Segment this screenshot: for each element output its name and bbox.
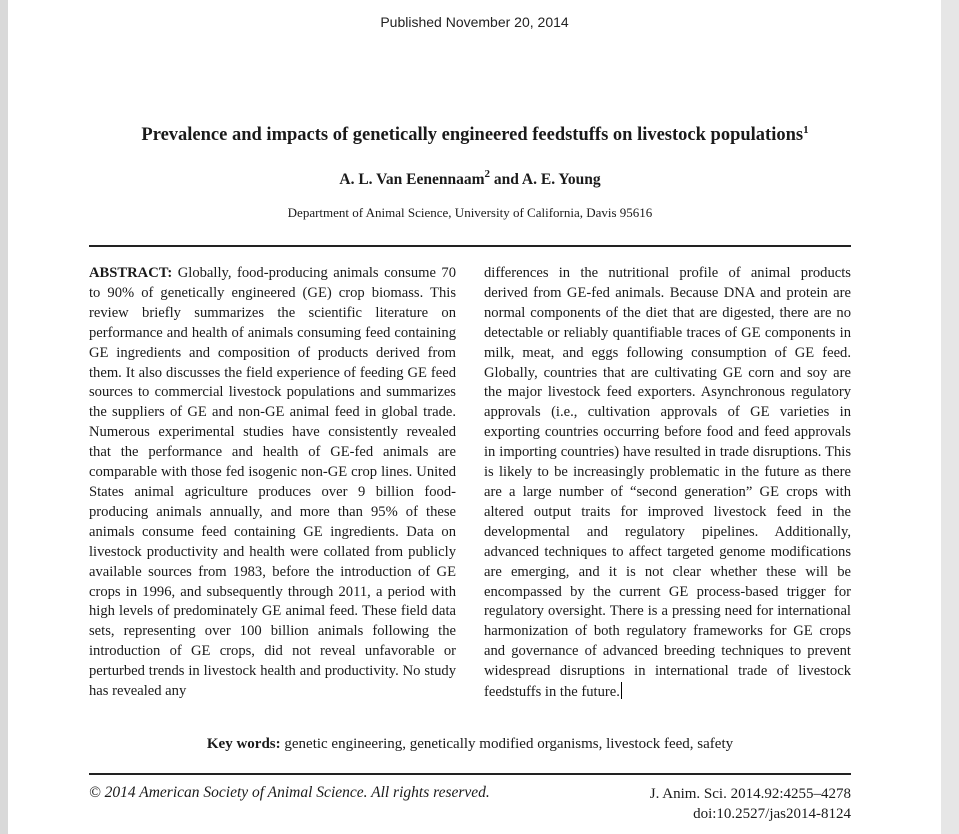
abstract-left-column[interactable] bbox=[89, 264, 456, 702]
abstract-right-column[interactable] bbox=[484, 264, 851, 703]
doi-link[interactable]: doi:10.2527/jas2014-8124 bbox=[693, 806, 851, 822]
author-conjunction: and bbox=[490, 171, 522, 188]
article-title-text: Prevalence and impacts of genetically engineered feedstuffs on livestock populations bbox=[141, 125, 804, 145]
published-date: Published November 20, 2014 bbox=[380, 14, 569, 30]
viewer-scrollbar-track[interactable] bbox=[941, 0, 959, 834]
author-list bbox=[90, 168, 850, 189]
author-name: A. L. Van Eenennaam bbox=[339, 171, 485, 188]
footer-divider bbox=[89, 773, 851, 775]
title-footnote-marker[interactable]: 1 bbox=[803, 124, 809, 136]
copyright-notice: © 2014 American Society of Animal Science. All rights reserved. bbox=[89, 784, 490, 801]
header-divider bbox=[89, 245, 851, 247]
text-cursor bbox=[621, 682, 622, 699]
abstract-text-right: differences in the nutritional profile of animal products derived from GE-fed animals. Because DNA and protein are normal components of the diet that are digested, there are no detectable or reliably quantifiable traces of GE components in milk, meat, and eggs following consumption of GE feed. Globally, countries that are cultivating GE corn and soy are the major livestock feed exporters. Asynchronous regulatory approvals (i.e., cultivation approvals of GE varieties in exporting countries occurring before food and feed approvals in importing countries) have resulted in trade disruptions. This is likely to be increasingly problematic in the future as there are a large number of “second generation” GE crops with altered output traits for improved livestock feed in the developmental and regulatory pipelines. Additionally, advanced techniques to affect targeted genome modifications are emerging, and it is not clear whether these will be encompassed by the current GE process-based trigger for regulatory oversight. There is a pressing need for international harmonization of both regulatory frameworks for GE crops and governance of advanced breeding techniques to prevent widespread disruptions in international trade of livestock feedstuffs in the future. bbox=[484, 265, 851, 701]
keywords-label: Key words: bbox=[206, 736, 281, 752]
article-title bbox=[60, 125, 890, 146]
viewer-left-margin bbox=[0, 0, 8, 834]
citation-block bbox=[560, 784, 851, 824]
abstract-label: ABSTRACT: bbox=[89, 265, 173, 281]
keywords-terms: genetic engineering, genetically modified organisms, livestock feed, safety bbox=[284, 736, 734, 752]
keywords-line bbox=[90, 736, 850, 753]
journal-reference: J. Anim. Sci. 2014.92:4255–4278 bbox=[649, 786, 851, 802]
author-name: A. E. Young bbox=[521, 171, 601, 188]
author-affiliation: Department of Animal Science, University of California, Davis 95616 bbox=[287, 205, 653, 220]
author-footnote-marker[interactable]: 2 bbox=[484, 168, 491, 180]
abstract-text-left: Globally, food-producing animals consume 70 to 90% of genetically engineered (GE) crop biomass. This review briefly summarizes the scientific literature on performance and health of animals consuming feed containing GE ingredients and composition of products derived from them. It also discusses the field experience of feeding GE feed sources to commercial livestock populations and summarizes the suppliers of GE and non-GE animal feed in global trade. Numerous experimental studies have consistently revealed that the performance and health of GE-fed animals are comparable with those fed isogenic non-GE crop lines. United States animal agriculture produces over 9 billion food-producing animals annually, and more than 95% of these animals consume feed containing GE ingredients. Data on livestock productivity and health were collated from publicly available sources from 1983, before the introduction of GE crops in 1996, and subsequently through 2011, a period with high levels of predominately GE animal feed. These field data sets, representing over 100 billion animals following the introduction of GE crops, did not reveal unfavorable or perturbed trends in livestock health and productivity. No study has revealed any bbox=[89, 265, 456, 700]
